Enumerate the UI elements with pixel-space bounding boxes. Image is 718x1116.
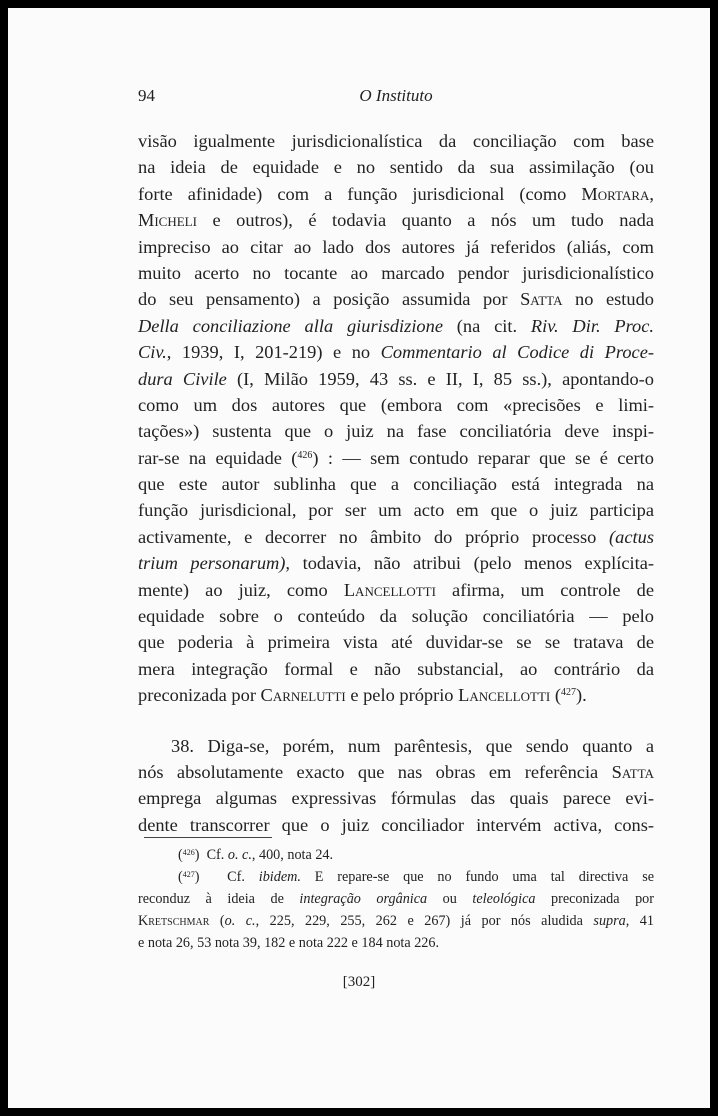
text-line: preconizada por Carnelutti e pelo próprio Lancellotti ($^{427}$). [138, 685, 587, 706]
text-line: mente) ao juiz, como Lancellotti afirma, um controle de [138, 579, 655, 600]
footnote-reference: 426 [297, 449, 313, 461]
author-name: Satta [611, 761, 654, 782]
footnote-line: e nota 26, 53 nota 39, 182 e nota 222 e 184 nota 226. [138, 935, 440, 951]
text-line: Civ., 1939, I, 201-219) e no Commentario al Codice di Proce- [138, 342, 654, 363]
footnote-line: Kretschmar (o. c., 225, 229, 255, 262 e 267) já por nós aludida supra, 41 [138, 913, 654, 929]
folio-number: [302] [342, 974, 376, 990]
running-title: O Instituto [359, 86, 433, 105]
author-name: Micheli [138, 210, 197, 231]
text-line: activamente, e decorrer no âmbito do próprio processo (actus [138, 526, 654, 547]
running-head [138, 86, 654, 108]
text-line: dura Civile (I, Milão 1959, 43 ss. e II, I, 85 ss.), apontando-o [138, 368, 655, 389]
text-line: visão igualmente jurisdicionalística da conciliação com base [138, 131, 654, 151]
body-text [138, 128, 654, 838]
text-line: rar-se na equidade ($^{426}$) : — sem contudo reparar que se é certo [138, 447, 654, 468]
text-line: que este autor sublinha que a conciliação está integrada na [138, 474, 654, 495]
text-line: na ideia de equidade e no sentido da sua assimilação (ou [138, 157, 654, 178]
text-line: nós absolutamente exacto que nas obras em referência Satta [138, 761, 654, 782]
author-name: Lancellotti [343, 579, 436, 600]
text-line: tações») sustenta que o juiz na fase conciliatória deve inspi- [138, 421, 654, 442]
footnote-reference: 427 [560, 687, 576, 699]
footnote-line: reconduz à ideia de integração orgânica ou teleológica preconizada por [138, 891, 654, 907]
author-name: Mortara, [581, 183, 654, 204]
author-name: Carnelutti [260, 685, 346, 706]
text-line: função jurisdicional, por ser um acto em que o juiz participa [138, 500, 654, 521]
text-line: emprega algumas expressivas fórmulas das quais parece evi- [138, 788, 654, 809]
footnote: ($^{426}$) Cf. o. c., 400, nota 24. [178, 847, 334, 863]
text-line: mera integração formal e não substancial, ao contrário da [138, 658, 654, 679]
footnote: ($^{427}$) Cf. ibidem. E repare-se que no fundo uma tal directiva se [178, 869, 655, 885]
text-line: dente transcorrer que o juiz conciliador intervém activa, cons- [138, 814, 654, 835]
text-line: muito acerto no tocante ao marcado pendor jurisdicionalístico [138, 262, 654, 283]
footnote-rule [144, 837, 272, 838]
text-line: trium personarum), todavia, não atribui (pelo menos explícita- [138, 553, 654, 574]
author-name: Kretschmar [138, 913, 210, 929]
page-number: 94 [138, 86, 155, 105]
author-name: Satta [520, 289, 563, 310]
text-line: Della conciliazione alla giurisdizione (na cit. Riv. Dir. Proc. [138, 315, 655, 336]
text-line: forte afinidade) com a função jurisdicional (como Mortara, [138, 183, 654, 204]
footnotes [138, 844, 654, 954]
text-line: equidade sobre o conteúdo da solução conciliatória — pelo [138, 606, 654, 627]
text-line: Micheli e outros), é todavia quanto a nós um tudo nada [138, 210, 654, 231]
text-line: como um dos autores que (embora com «precisões e limi- [138, 394, 654, 415]
text-line: impreciso ao citar ao lado dos autores já referidos (aliás, com [138, 236, 654, 257]
text-line: que poderia à primeira vista até duvidar-se se se tratava de [138, 632, 654, 653]
text-line: 38. Diga-se, porém, num parêntesis, que sendo quanto a [171, 735, 654, 756]
text-line: do seu pensamento) a posição assumida por Satta no estudo [138, 289, 654, 310]
book-page [8, 8, 710, 1108]
author-name: Lancellotti [458, 685, 551, 706]
